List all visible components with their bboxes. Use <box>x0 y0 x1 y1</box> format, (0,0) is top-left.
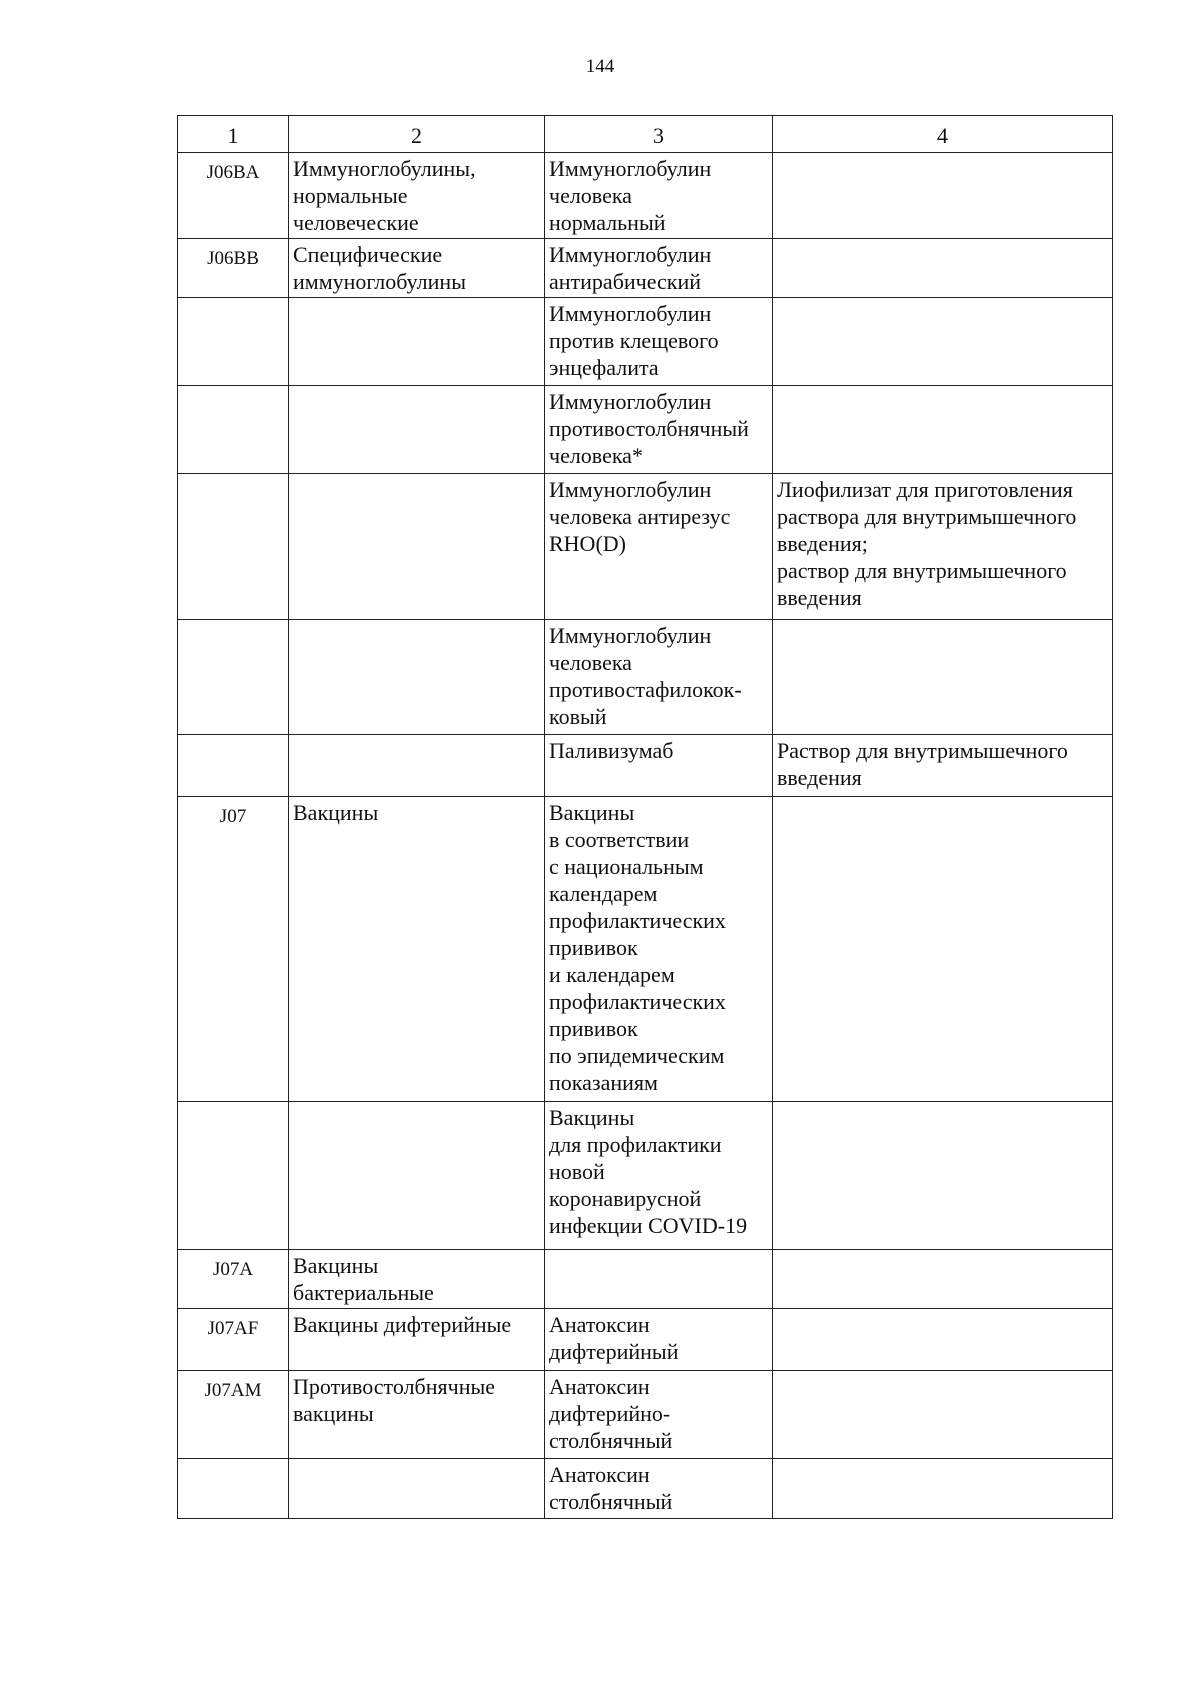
drug-name-cell: Иммуноглобулин человека нормальный <box>545 153 773 239</box>
atc-code-cell: J07A <box>178 1250 289 1309</box>
table-row <box>178 474 1113 620</box>
dosage-form-cell <box>773 1102 1113 1250</box>
group-cell <box>289 1102 545 1250</box>
drug-name-cell: Иммуноглобулин против клещевого энцефалита <box>545 298 773 386</box>
table-row <box>178 735 1113 797</box>
dosage-form-cell: Раствор для внутримышечного введения <box>773 735 1113 797</box>
atc-code-cell: J06BB <box>178 239 289 298</box>
drug-name-cell: Анатоксин дифтерийно- столбнячный <box>545 1371 773 1459</box>
column-header-3: 3 <box>545 116 773 153</box>
group-cell <box>289 620 545 735</box>
atc-code-cell <box>178 298 289 386</box>
table-row <box>178 153 1113 239</box>
table-row <box>178 1309 1113 1371</box>
table-row <box>178 797 1113 1102</box>
table-row <box>178 1459 1113 1519</box>
atc-code-cell: J07AM <box>178 1371 289 1459</box>
dosage-form-cell <box>773 239 1113 298</box>
group-cell: Иммуноглобулины, нормальные человеческие <box>289 153 545 239</box>
group-cell: Вакцины <box>289 797 545 1102</box>
drug-name-cell <box>545 1250 773 1309</box>
drug-name-cell: Иммуноглобулин человека противостафилокок- ковый <box>545 620 773 735</box>
table-row <box>178 1102 1113 1250</box>
table-row <box>178 1371 1113 1459</box>
group-cell: Вакцины бактериальные <box>289 1250 545 1309</box>
dosage-form-cell <box>773 620 1113 735</box>
group-cell: Специфические иммуноглобулины <box>289 239 545 298</box>
drug-name-cell: Иммуноглобулин антирабический <box>545 239 773 298</box>
group-cell <box>289 386 545 474</box>
dosage-form-cell <box>773 298 1113 386</box>
atc-code-cell <box>178 620 289 735</box>
drug-name-cell: Вакцины в соответствии с национальным календарем профилактических прививок и календарем профилактических прививок по эпидемическим показаниям <box>545 797 773 1102</box>
dosage-form-cell <box>773 1459 1113 1519</box>
table-row <box>178 298 1113 386</box>
atc-code-cell <box>178 474 289 620</box>
group-cell <box>289 298 545 386</box>
dosage-form-cell <box>773 797 1113 1102</box>
table-row <box>178 239 1113 298</box>
table-row <box>178 386 1113 474</box>
drug-name-cell: Иммуноглобулин противостолбнячный человека* <box>545 386 773 474</box>
table-row <box>178 1250 1113 1309</box>
column-header-2: 2 <box>289 116 545 153</box>
group-cell: Противостолбнячные вакцины <box>289 1371 545 1459</box>
drug-name-cell: Анатоксин столбнячный <box>545 1459 773 1519</box>
group-cell <box>289 1459 545 1519</box>
atc-code-cell: J06BA <box>178 153 289 239</box>
group-cell: Вакцины дифтерийные <box>289 1309 545 1371</box>
atc-code-cell <box>178 1102 289 1250</box>
drug-name-cell: Вакцины для профилактики новой коронавирусной инфекции COVID-19 <box>545 1102 773 1250</box>
atc-code-cell <box>178 735 289 797</box>
dosage-form-cell <box>773 386 1113 474</box>
dosage-form-cell <box>773 153 1113 239</box>
page-number: 144 <box>585 56 615 77</box>
atc-code-cell <box>178 386 289 474</box>
dosage-form-cell <box>773 1371 1113 1459</box>
atc-code-cell: J07AF <box>178 1309 289 1371</box>
dosage-form-cell <box>773 1309 1113 1371</box>
column-header-4: 4 <box>773 116 1113 153</box>
table-header-row <box>178 116 1113 153</box>
atc-code-cell <box>178 1459 289 1519</box>
drug-name-cell: Иммуноглобулин человека антирезус RHO(D) <box>545 474 773 620</box>
dosage-form-cell: Лиофилизат для приготовления раствора для внутримышечного введения; раствор для внутримышечного введения <box>773 474 1113 620</box>
table-row <box>178 620 1113 735</box>
medication-table <box>177 115 1113 1519</box>
column-header-1: 1 <box>178 116 289 153</box>
group-cell <box>289 474 545 620</box>
drug-name-cell: Анатоксин дифтерийный <box>545 1309 773 1371</box>
dosage-form-cell <box>773 1250 1113 1309</box>
drug-name-cell: Паливизумаб <box>545 735 773 797</box>
group-cell <box>289 735 545 797</box>
atc-code-cell: J07 <box>178 797 289 1102</box>
